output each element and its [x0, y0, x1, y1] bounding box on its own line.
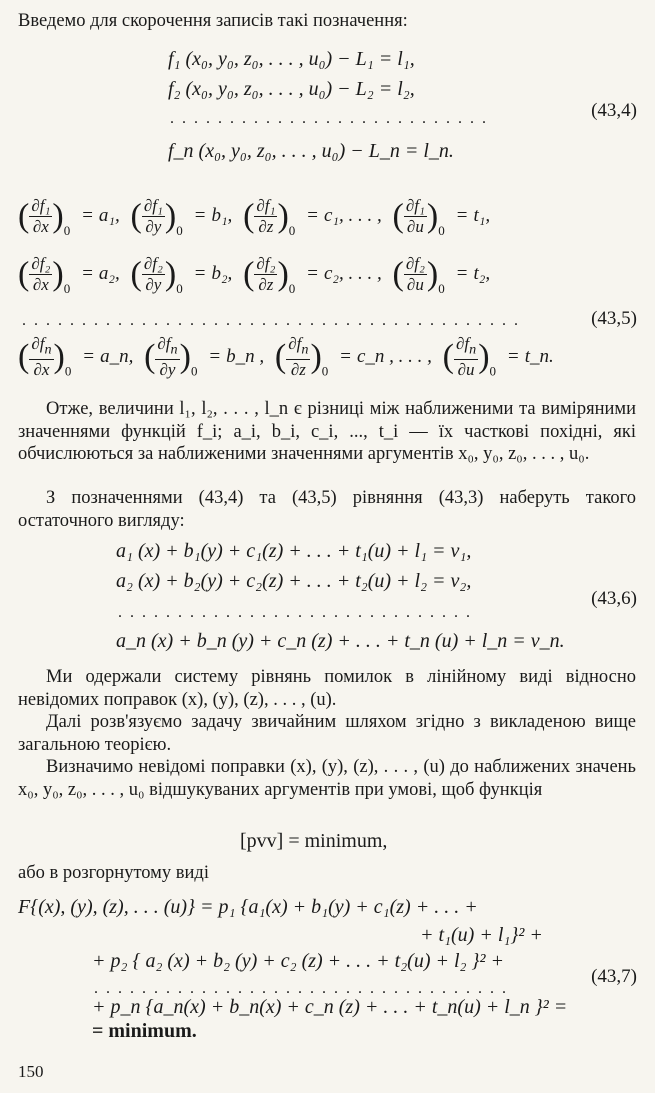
- value-t2: t₂,: [473, 262, 491, 284]
- paragraph-3: Ми одержали систему рівнянь помилок в лінійному виді відносно невідомих поправок (x), (y), (z), . . . , (u).: [18, 667, 636, 710]
- eq-43-7-number: (43,7): [591, 966, 637, 987]
- page-number: 150: [18, 1062, 44, 1081]
- value-a1: a₁,: [98, 204, 120, 226]
- pvv-minimum: [pvv] = minimum,: [240, 830, 388, 852]
- eq-43-5-row-3: ( $\frac{\partial f_n}{\partial x}$ )$_0=$ a_n, ( $\frac{\partial f_n}{\partial y}$ )$_0=$ b_n , ( $\frac{\partial f_n}{\partial z}$ )$_0=$ c_n , . . . , ( $\frac{\partial f_n}{\partial u}$ )$_0=$ t_n.: [18, 334, 554, 380]
- paragraph-2: З позначеннями (43,4) та (43,5) рівняння (43,3) наберуть такого остаточного вигляду:: [18, 488, 636, 531]
- eq-43-6-line-2: a₂ (x) + b₂(y) + c₂(z) + . . . + t₂(u) + l₂ = v₂,: [116, 570, 472, 592]
- value-bn: b_n ,: [226, 345, 265, 367]
- eq-43-5-row-1: ( $\frac{\text{∂f₁}}{\partial x}$ )$_0= a_1$, ( $\frac{\text{∂f₁}}{\partial y}$ )$_0= b_1$, ( $\frac{\text{∂f₁}}{\partial z}$ )$_0= c_1$, . . . , ( $\frac{\text{∂f₁}}{\partial u}$ )$_0= t_1$,: [18, 196, 491, 238]
- value-a2: a₂,: [98, 262, 120, 284]
- eq-43-5-row-2: ( $\frac{\text{∂f₂}}{\partial x}$ )$_0= a_2$, ( $\frac{\text{∂f₂}}{\partial y}$ )$_0= b_2$, ( $\frac{\text{∂f₂}}{\partial z}$ )$_0= c_2$, . . . , ( $\frac{\text{∂f₂}}{\partial u}$ )$_0= t_2$,: [18, 254, 491, 296]
- eq-43-6-dots: . . . . . . . . . . . . . . . . . . . . . . . . . . . . . .: [118, 604, 472, 621]
- value-b1: b₁,: [211, 204, 233, 226]
- eq-43-4-line-3: f_n (x₀, y₀, z₀, . . . , u₀) − L_n = l_n.: [168, 140, 454, 162]
- eq-43-7-line-1: F{(x), (y), (z), . . . (u)} = p₁ {a₁(x) + b₁(y) + c₁(z) + . . . +: [18, 896, 478, 918]
- value-c2: c₂, . . . ,: [323, 262, 382, 284]
- paragraph-1: Отже, величини l₁, l₂, . . . , l_n є різниці між наближеними та виміряними значеннями функцій f_i; a_i, b_i, c_i, ..., t_i — їх часткові похідні, які обчислюються за наближеними значеннями аргументів x₀, y₀, z₀, . . . , u₀.: [18, 399, 636, 464]
- paragraph-4: Далі розв'язуємо задачу звичайним шляхом згідно з викладеною вище загальною теорією.: [18, 712, 636, 755]
- value-b2: b₂,: [211, 262, 233, 284]
- eq-43-6-line-3: a_n (x) + b_n (y) + c_n (z) + . . . + t_n (u) + l_n = v_n.: [116, 630, 565, 652]
- value-t1: t₁,: [473, 204, 491, 226]
- value-tn: t_n.: [524, 345, 554, 367]
- value-c1: c₁, . . . ,: [323, 204, 382, 226]
- partial-derivative: $\frac{\text{∂f₁}}{\partial x}$: [31, 196, 51, 236]
- value-cn: c_n , . . . ,: [356, 345, 432, 367]
- eq-43-4-line-1: f₁ (x₀, y₀, z₀, . . . , u₀) − L₁ = l₁,: [168, 48, 415, 70]
- eq-43-6-number: (43,6): [591, 588, 637, 609]
- paragraph-6: або в розгорнутому виді: [18, 863, 209, 883]
- paragraph-5: Визначимо невідомі поправки (x), (y), (z), . . . , (u) до наближених значень x₀, y₀, z₀, . . . , u₀ відшукуваних аргументів при умові, щоб функція: [18, 757, 636, 800]
- eq-43-5-dots: . . . . . . . . . . . . . . . . . . . . . . . . . . . . . . . . . . . . . . . . . .: [22, 312, 520, 329]
- eq-43-7-line-5: = minimum.: [92, 1020, 197, 1042]
- eq-43-6-line-1: a₁ (x) + b₁(y) + c₁(z) + . . . + t₁(u) + l₁ = v₁,: [116, 540, 472, 562]
- eq-43-4-line-2: f₂ (x₀, y₀, z₀, . . . , u₀) − L₂ = l₂,: [168, 78, 415, 100]
- intro-text: Введемо для скорочення записів такі позначення:: [18, 11, 408, 31]
- eq-43-7-dots: . . . . . . . . . . . . . . . . . . . . . . . . . . . . . . . . . . .: [94, 980, 508, 997]
- eq-43-4-number: (43,4): [591, 100, 637, 121]
- eq-43-7-line-2: + t₁(u) + l₁}² +: [420, 924, 543, 946]
- eq-43-7-line-3: + p₂ { a₂ (x) + b₂ (y) + c₂ (z) + . . . + t₂(u) + l₂ }² +: [92, 950, 504, 972]
- eq-43-5-number: (43,5): [591, 308, 637, 329]
- value-an: a_n,: [100, 345, 134, 367]
- eq-43-4-dots: . . . . . . . . . . . . . . . . . . . . . . . . . . .: [170, 110, 488, 127]
- eq-43-7-line-4: + p_n {a_n(x) + b_n(x) + c_n (z) + . . . + t_n(u) + l_n }² =: [92, 996, 568, 1018]
